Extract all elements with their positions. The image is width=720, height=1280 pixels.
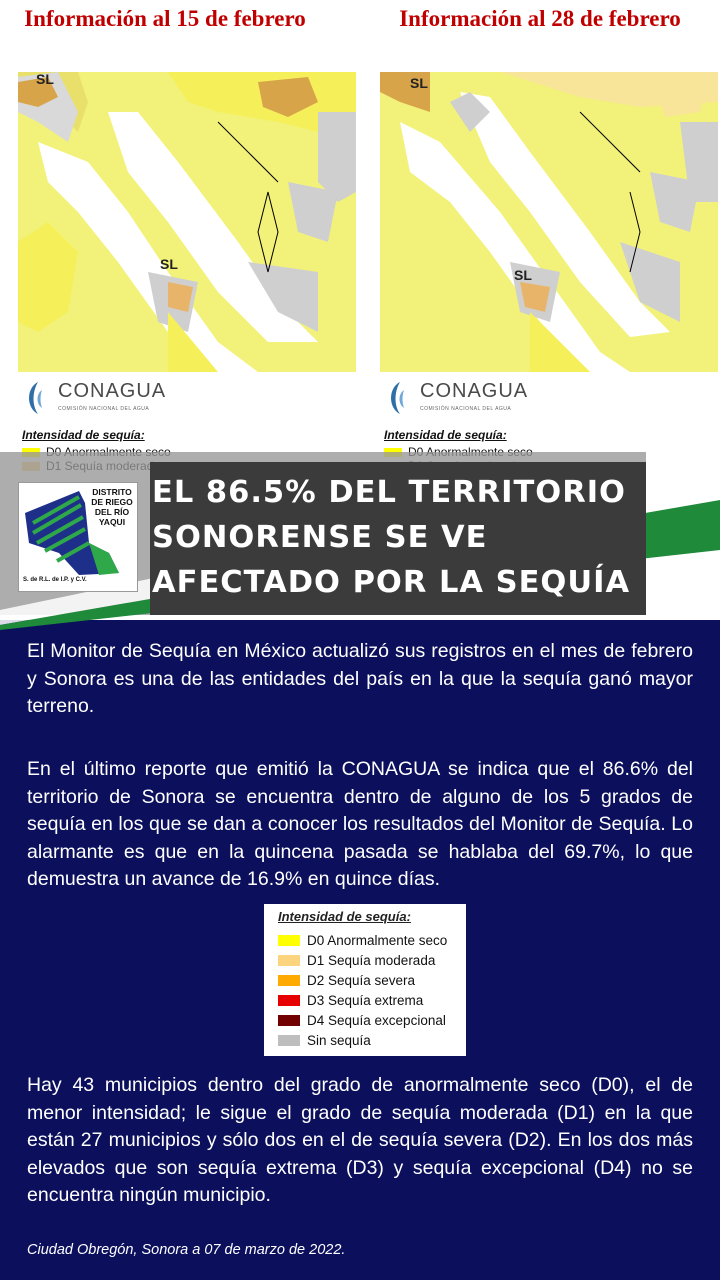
legend-swatch xyxy=(278,955,300,966)
legend-item: D0 Anormalmente seco xyxy=(278,930,447,950)
paragraph-2: En el último reporte que emitió la CONAGUA se indica que el 86.6% del territorio de Sonora se encuentra dentro de alguno de los 5 grados de sequía en los que se dan a conocer los resultados del Monitor de Sequía. Lo alarmante es que en la quincena pasada se hablaba del 69.7%, lo que demuestra un avance de 16.9% en quince días. xyxy=(27,758,693,890)
legend-swatch xyxy=(278,975,300,986)
conagua-name: CONAGUA xyxy=(420,380,529,402)
drought-map-feb-15 xyxy=(18,72,356,452)
legend-item: D3 Sequía extrema xyxy=(278,990,447,1010)
conagua-swirl-icon xyxy=(24,380,52,416)
legend-item: D4 Sequía excepcional xyxy=(278,1010,447,1030)
headline: EL 86.5% DEL TERRITORIO SONORENSE SE VE AFECTADO POR LA SEQUÍA xyxy=(152,475,631,600)
distrito-riego-logo xyxy=(18,482,138,592)
svg-text:SL: SL xyxy=(160,256,178,272)
legend-item: D1 Sequía moderada xyxy=(278,950,447,970)
conagua-sub: COMISIÓN NACIONAL DEL AGUA xyxy=(58,406,150,412)
paragraph-3: Hay 43 municipios dentro del grado de anormalmente seco (D0), el de menor intensidad; le sigue el grado de sequía moderada (D1) en la que están 27 municipios y sólo dos en el de sequía severa (D2). En los dos más elevados que son sequía extrema (D3) y sequía excepcional (D4) no se encuentra ningún municipio. xyxy=(27,1074,693,1206)
legend-item: D2 Sequía severa xyxy=(278,970,447,990)
drought-intensity-legend xyxy=(264,904,466,1056)
svg-text:SL: SL xyxy=(36,72,54,87)
legend-swatch xyxy=(278,1035,300,1046)
conagua-name: CONAGUA xyxy=(58,380,167,402)
place-date: Ciudad Obregón, Sonora a 07 de marzo de 2022. xyxy=(27,1242,346,1258)
svg-text:SL: SL xyxy=(410,75,428,91)
legend-swatch xyxy=(278,1015,300,1026)
header-right: Información al 28 de febrero xyxy=(399,6,681,31)
header-left: Información al 15 de febrero xyxy=(24,6,306,31)
map-legend-title: Intensidad de sequía: xyxy=(384,428,507,442)
conagua-sub: COMISIÓN NACIONAL DEL AGUA xyxy=(420,406,512,412)
svg-text:SL: SL xyxy=(514,267,532,283)
logo-subtitle: S. de R.L. de I.P. y C.V. xyxy=(23,577,87,583)
legend-title: Intensidad de sequía: xyxy=(278,909,411,924)
logo-title: DISTRITO DE RIEGO DEL RÍO YAQUI xyxy=(91,487,133,527)
legend-swatch xyxy=(278,995,300,1006)
conagua-swirl-icon xyxy=(386,380,414,416)
map-legend-title: Intensidad de sequía: xyxy=(22,428,145,442)
legend-item: Sin sequía xyxy=(278,1030,447,1050)
legend-swatch xyxy=(278,935,300,946)
paragraph-1: El Monitor de Sequía en México actualizó sus registros en el mes de febrero y Sonora es una de las entidades del país en la que la sequía ganó mayor terreno. xyxy=(27,640,693,717)
drought-map-feb-28 xyxy=(380,72,718,452)
